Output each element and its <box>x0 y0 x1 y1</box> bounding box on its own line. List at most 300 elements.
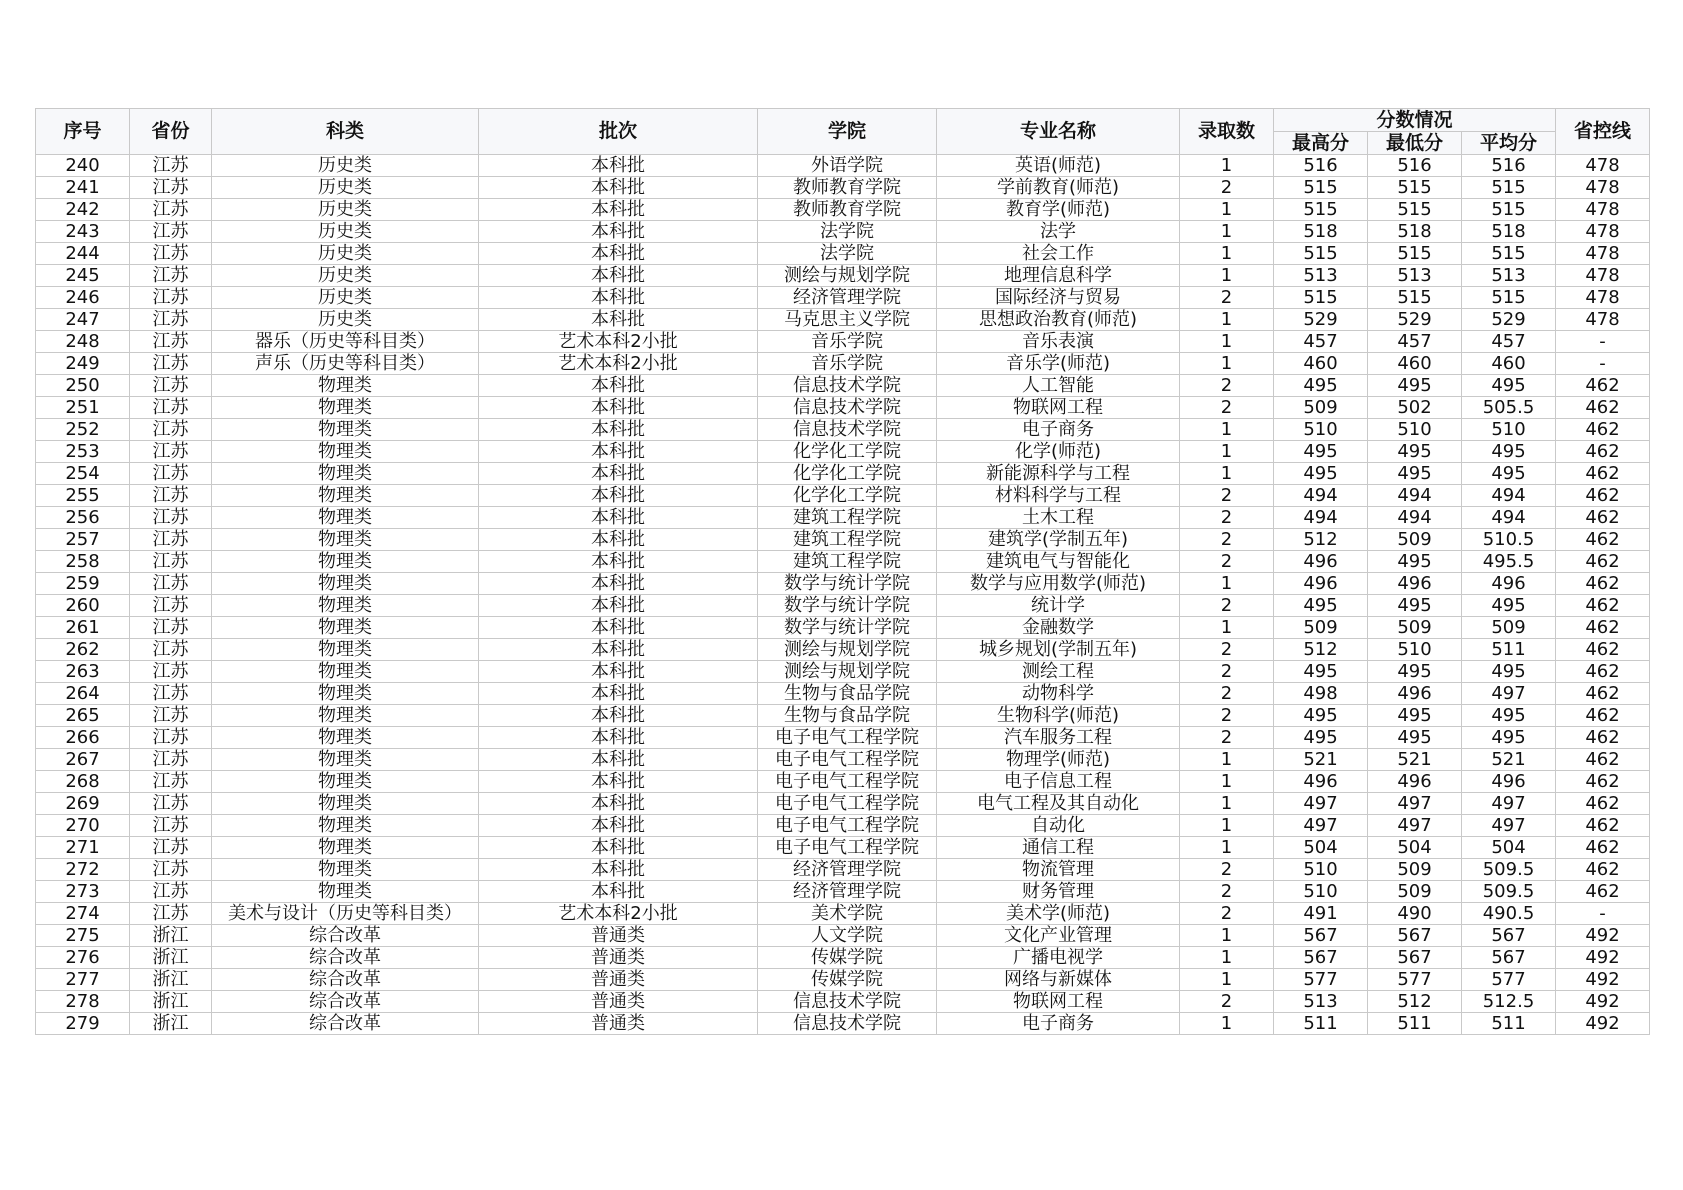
cell-seq: 246 <box>36 287 130 309</box>
cell-major: 美术学(师范) <box>937 903 1180 925</box>
cell-max: 529 <box>1274 309 1368 331</box>
cell-seq: 264 <box>36 683 130 705</box>
cell-province: 浙江 <box>130 969 212 991</box>
cell-seq: 270 <box>36 815 130 837</box>
cell-max: 577 <box>1274 969 1368 991</box>
cell-province: 江苏 <box>130 397 212 419</box>
cell-control-line: 478 <box>1556 177 1650 199</box>
cell-major: 法学 <box>937 221 1180 243</box>
header-min-score: 最低分 <box>1368 132 1462 155</box>
cell-batch: 艺术本科2小批 <box>479 353 758 375</box>
cell-college: 化学化工学院 <box>758 441 937 463</box>
cell-max: 496 <box>1274 551 1368 573</box>
cell-avg: 515 <box>1462 243 1556 265</box>
cell-province: 江苏 <box>130 815 212 837</box>
cell-category: 综合改革 <box>212 947 479 969</box>
table-row <box>36 727 1650 749</box>
table-header <box>36 109 1650 155</box>
header-control-line: 省控线 <box>1556 109 1650 155</box>
cell-admitted: 2 <box>1180 529 1274 551</box>
cell-category: 综合改革 <box>212 991 479 1013</box>
cell-batch: 普通类 <box>479 925 758 947</box>
cell-min: 509 <box>1368 881 1462 903</box>
cell-major: 国际经济与贸易 <box>937 287 1180 309</box>
cell-category: 物理类 <box>212 749 479 771</box>
cell-province: 江苏 <box>130 727 212 749</box>
cell-batch: 本科批 <box>479 177 758 199</box>
table-row <box>36 837 1650 859</box>
cell-seq: 267 <box>36 749 130 771</box>
cell-province: 江苏 <box>130 749 212 771</box>
cell-college: 生物与食品学院 <box>758 683 937 705</box>
cell-province: 江苏 <box>130 287 212 309</box>
cell-province: 江苏 <box>130 529 212 551</box>
cell-batch: 本科批 <box>479 771 758 793</box>
cell-control-line: 462 <box>1556 529 1650 551</box>
cell-college: 电子电气工程学院 <box>758 815 937 837</box>
cell-seq: 269 <box>36 793 130 815</box>
cell-category: 器乐（历史等科目类） <box>212 331 479 353</box>
cell-admitted: 1 <box>1180 837 1274 859</box>
cell-control-line: 492 <box>1556 947 1650 969</box>
cell-batch: 本科批 <box>479 529 758 551</box>
cell-major: 土木工程 <box>937 507 1180 529</box>
table-row <box>36 639 1650 661</box>
cell-min: 529 <box>1368 309 1462 331</box>
cell-batch: 本科批 <box>479 727 758 749</box>
cell-batch: 本科批 <box>479 221 758 243</box>
cell-admitted: 2 <box>1180 397 1274 419</box>
cell-max: 521 <box>1274 749 1368 771</box>
cell-max: 496 <box>1274 573 1368 595</box>
cell-batch: 普通类 <box>479 969 758 991</box>
cell-control-line: 462 <box>1556 705 1650 727</box>
table-row <box>36 331 1650 353</box>
cell-max: 510 <box>1274 881 1368 903</box>
cell-major: 电气工程及其自动化 <box>937 793 1180 815</box>
cell-province: 江苏 <box>130 353 212 375</box>
cell-major: 广播电视学 <box>937 947 1180 969</box>
cell-category: 物理类 <box>212 573 479 595</box>
cell-major: 电子商务 <box>937 1013 1180 1035</box>
cell-avg: 512.5 <box>1462 991 1556 1013</box>
cell-min: 512 <box>1368 991 1462 1013</box>
table-row <box>36 397 1650 419</box>
cell-control-line: 462 <box>1556 419 1650 441</box>
table-row <box>36 683 1650 705</box>
cell-province: 江苏 <box>130 639 212 661</box>
cell-max: 497 <box>1274 793 1368 815</box>
cell-college: 数学与统计学院 <box>758 617 937 639</box>
cell-batch: 本科批 <box>479 639 758 661</box>
cell-college: 建筑工程学院 <box>758 551 937 573</box>
table-row <box>36 969 1650 991</box>
cell-avg: 510 <box>1462 419 1556 441</box>
cell-control-line: 462 <box>1556 551 1650 573</box>
cell-seq: 266 <box>36 727 130 749</box>
cell-avg: 495.5 <box>1462 551 1556 573</box>
cell-seq: 272 <box>36 859 130 881</box>
cell-max: 515 <box>1274 243 1368 265</box>
cell-seq: 265 <box>36 705 130 727</box>
cell-batch: 本科批 <box>479 485 758 507</box>
cell-min: 495 <box>1368 595 1462 617</box>
cell-province: 江苏 <box>130 859 212 881</box>
cell-admitted: 1 <box>1180 419 1274 441</box>
cell-category: 物理类 <box>212 463 479 485</box>
cell-control-line: 462 <box>1556 617 1650 639</box>
cell-min: 457 <box>1368 331 1462 353</box>
cell-batch: 本科批 <box>479 199 758 221</box>
cell-province: 江苏 <box>130 375 212 397</box>
cell-min: 567 <box>1368 925 1462 947</box>
cell-admitted: 1 <box>1180 155 1274 177</box>
cell-batch: 本科批 <box>479 595 758 617</box>
cell-min: 494 <box>1368 507 1462 529</box>
cell-min: 495 <box>1368 727 1462 749</box>
header-batch: 批次 <box>479 109 758 155</box>
cell-province: 江苏 <box>130 463 212 485</box>
cell-batch: 本科批 <box>479 815 758 837</box>
cell-college: 传媒学院 <box>758 947 937 969</box>
table-row <box>36 199 1650 221</box>
table-row <box>36 705 1650 727</box>
cell-admitted: 2 <box>1180 639 1274 661</box>
table-row <box>36 243 1650 265</box>
cell-seq: 248 <box>36 331 130 353</box>
cell-batch: 普通类 <box>479 947 758 969</box>
cell-batch: 本科批 <box>479 793 758 815</box>
cell-college: 经济管理学院 <box>758 859 937 881</box>
cell-max: 518 <box>1274 221 1368 243</box>
cell-seq: 253 <box>36 441 130 463</box>
cell-min: 495 <box>1368 705 1462 727</box>
cell-max: 491 <box>1274 903 1368 925</box>
cell-major: 财务管理 <box>937 881 1180 903</box>
cell-province: 江苏 <box>130 243 212 265</box>
cell-province: 浙江 <box>130 947 212 969</box>
cell-min: 496 <box>1368 573 1462 595</box>
table-row <box>36 287 1650 309</box>
cell-max: 495 <box>1274 705 1368 727</box>
table-row <box>36 595 1650 617</box>
cell-major: 电子商务 <box>937 419 1180 441</box>
cell-control-line: 462 <box>1556 815 1650 837</box>
header-score-group: 分数情况 <box>1274 109 1556 132</box>
cell-seq: 241 <box>36 177 130 199</box>
cell-college: 测绘与规划学院 <box>758 661 937 683</box>
cell-province: 江苏 <box>130 177 212 199</box>
cell-category: 物理类 <box>212 617 479 639</box>
cell-min: 495 <box>1368 463 1462 485</box>
cell-min: 510 <box>1368 639 1462 661</box>
cell-college: 教师教育学院 <box>758 177 937 199</box>
cell-min: 497 <box>1368 815 1462 837</box>
cell-min: 494 <box>1368 485 1462 507</box>
cell-min: 509 <box>1368 859 1462 881</box>
cell-control-line: 492 <box>1556 991 1650 1013</box>
cell-admitted: 1 <box>1180 573 1274 595</box>
cell-control-line: 492 <box>1556 969 1650 991</box>
cell-batch: 本科批 <box>479 243 758 265</box>
cell-college: 法学院 <box>758 221 937 243</box>
cell-avg: 515 <box>1462 177 1556 199</box>
cell-college: 电子电气工程学院 <box>758 837 937 859</box>
table-row <box>36 771 1650 793</box>
cell-major: 文化产业管理 <box>937 925 1180 947</box>
cell-max: 515 <box>1274 177 1368 199</box>
cell-category: 历史类 <box>212 221 479 243</box>
table-row <box>36 903 1650 925</box>
cell-control-line: 462 <box>1556 859 1650 881</box>
cell-college: 建筑工程学院 <box>758 507 937 529</box>
cell-avg: 495 <box>1462 441 1556 463</box>
cell-admitted: 1 <box>1180 309 1274 331</box>
cell-college: 信息技术学院 <box>758 375 937 397</box>
cell-avg: 509.5 <box>1462 881 1556 903</box>
cell-seq: 268 <box>36 771 130 793</box>
cell-min: 496 <box>1368 771 1462 793</box>
cell-major: 物联网工程 <box>937 397 1180 419</box>
cell-batch: 普通类 <box>479 1013 758 1035</box>
cell-control-line: 492 <box>1556 1013 1650 1035</box>
cell-control-line: 478 <box>1556 243 1650 265</box>
cell-control-line: 478 <box>1556 199 1650 221</box>
table-row <box>36 573 1650 595</box>
cell-max: 495 <box>1274 375 1368 397</box>
cell-control-line: 478 <box>1556 309 1650 331</box>
cell-max: 511 <box>1274 1013 1368 1035</box>
cell-category: 物理类 <box>212 375 479 397</box>
cell-avg: 490.5 <box>1462 903 1556 925</box>
cell-min: 509 <box>1368 617 1462 639</box>
table-row <box>36 661 1650 683</box>
cell-control-line: 462 <box>1556 441 1650 463</box>
cell-admitted: 1 <box>1180 265 1274 287</box>
cell-control-line: 462 <box>1556 639 1650 661</box>
table-row <box>36 507 1650 529</box>
cell-max: 495 <box>1274 595 1368 617</box>
cell-control-line: 462 <box>1556 463 1650 485</box>
cell-avg: 577 <box>1462 969 1556 991</box>
cell-batch: 本科批 <box>479 661 758 683</box>
cell-avg: 529 <box>1462 309 1556 331</box>
cell-admitted: 1 <box>1180 793 1274 815</box>
cell-college: 人文学院 <box>758 925 937 947</box>
cell-avg: 510.5 <box>1462 529 1556 551</box>
cell-major: 物理学(师范) <box>937 749 1180 771</box>
cell-seq: 271 <box>36 837 130 859</box>
cell-admitted: 1 <box>1180 243 1274 265</box>
cell-batch: 艺术本科2小批 <box>479 331 758 353</box>
cell-min: 510 <box>1368 419 1462 441</box>
cell-min: 495 <box>1368 661 1462 683</box>
cell-category: 物理类 <box>212 705 479 727</box>
cell-seq: 277 <box>36 969 130 991</box>
header-college: 学院 <box>758 109 937 155</box>
cell-max: 497 <box>1274 815 1368 837</box>
cell-avg: 505.5 <box>1462 397 1556 419</box>
cell-major: 生物科学(师范) <box>937 705 1180 727</box>
cell-control-line: 492 <box>1556 925 1650 947</box>
cell-province: 江苏 <box>130 837 212 859</box>
cell-seq: 240 <box>36 155 130 177</box>
cell-admitted: 2 <box>1180 551 1274 573</box>
cell-province: 江苏 <box>130 419 212 441</box>
cell-avg: 495 <box>1462 705 1556 727</box>
cell-min: 515 <box>1368 287 1462 309</box>
cell-max: 512 <box>1274 529 1368 551</box>
cell-college: 生物与食品学院 <box>758 705 937 727</box>
cell-major: 音乐学(师范) <box>937 353 1180 375</box>
cell-batch: 本科批 <box>479 573 758 595</box>
cell-avg: 513 <box>1462 265 1556 287</box>
table-row <box>36 749 1650 771</box>
cell-major: 思想政治教育(师范) <box>937 309 1180 331</box>
cell-min: 567 <box>1368 947 1462 969</box>
cell-min: 577 <box>1368 969 1462 991</box>
cell-major: 地理信息科学 <box>937 265 1180 287</box>
cell-avg: 511 <box>1462 639 1556 661</box>
cell-max: 516 <box>1274 155 1368 177</box>
cell-seq: 257 <box>36 529 130 551</box>
cell-province: 江苏 <box>130 265 212 287</box>
cell-major: 物流管理 <box>937 859 1180 881</box>
cell-seq: 252 <box>36 419 130 441</box>
cell-admitted: 2 <box>1180 595 1274 617</box>
cell-admitted: 1 <box>1180 815 1274 837</box>
cell-admitted: 1 <box>1180 1013 1274 1035</box>
cell-admitted: 2 <box>1180 485 1274 507</box>
cell-college: 电子电气工程学院 <box>758 749 937 771</box>
cell-seq: 263 <box>36 661 130 683</box>
table-row <box>36 529 1650 551</box>
cell-province: 江苏 <box>130 199 212 221</box>
cell-admitted: 1 <box>1180 969 1274 991</box>
cell-max: 495 <box>1274 661 1368 683</box>
cell-max: 509 <box>1274 397 1368 419</box>
cell-max: 510 <box>1274 419 1368 441</box>
cell-major: 材料科学与工程 <box>937 485 1180 507</box>
cell-major: 汽车服务工程 <box>937 727 1180 749</box>
table-row <box>36 947 1650 969</box>
cell-category: 物理类 <box>212 639 479 661</box>
cell-college: 信息技术学院 <box>758 991 937 1013</box>
table-row <box>36 793 1650 815</box>
cell-category: 历史类 <box>212 243 479 265</box>
cell-major: 电子信息工程 <box>937 771 1180 793</box>
cell-avg: 494 <box>1462 485 1556 507</box>
cell-admitted: 2 <box>1180 727 1274 749</box>
table-row <box>36 375 1650 397</box>
cell-province: 浙江 <box>130 925 212 947</box>
cell-batch: 本科批 <box>479 265 758 287</box>
table-row <box>36 485 1650 507</box>
cell-max: 510 <box>1274 859 1368 881</box>
cell-category: 历史类 <box>212 155 479 177</box>
cell-max: 515 <box>1274 199 1368 221</box>
cell-control-line: - <box>1556 903 1650 925</box>
cell-max: 509 <box>1274 617 1368 639</box>
cell-province: 浙江 <box>130 1013 212 1035</box>
cell-batch: 本科批 <box>479 155 758 177</box>
cell-batch: 本科批 <box>479 309 758 331</box>
cell-province: 江苏 <box>130 705 212 727</box>
cell-avg: 495 <box>1462 463 1556 485</box>
header-province: 省份 <box>130 109 212 155</box>
cell-seq: 249 <box>36 353 130 375</box>
cell-province: 江苏 <box>130 485 212 507</box>
table-row <box>36 991 1650 1013</box>
cell-major: 新能源科学与工程 <box>937 463 1180 485</box>
cell-college: 经济管理学院 <box>758 287 937 309</box>
cell-avg: 515 <box>1462 199 1556 221</box>
cell-major: 通信工程 <box>937 837 1180 859</box>
cell-max: 513 <box>1274 991 1368 1013</box>
table-row <box>36 617 1650 639</box>
cell-avg: 497 <box>1462 793 1556 815</box>
cell-seq: 256 <box>36 507 130 529</box>
cell-major: 化学(师范) <box>937 441 1180 463</box>
cell-avg: 497 <box>1462 815 1556 837</box>
cell-category: 物理类 <box>212 815 479 837</box>
cell-control-line: 462 <box>1556 661 1650 683</box>
cell-seq: 261 <box>36 617 130 639</box>
cell-major: 网络与新媒体 <box>937 969 1180 991</box>
cell-batch: 本科批 <box>479 441 758 463</box>
cell-control-line: 462 <box>1556 507 1650 529</box>
cell-major: 物联网工程 <box>937 991 1180 1013</box>
cell-category: 历史类 <box>212 309 479 331</box>
cell-min: 516 <box>1368 155 1462 177</box>
cell-min: 460 <box>1368 353 1462 375</box>
cell-admitted: 2 <box>1180 375 1274 397</box>
cell-batch: 本科批 <box>479 551 758 573</box>
cell-batch: 普通类 <box>479 991 758 1013</box>
cell-college: 建筑工程学院 <box>758 529 937 551</box>
cell-admitted: 2 <box>1180 683 1274 705</box>
cell-admitted: 1 <box>1180 331 1274 353</box>
cell-college: 马克思主义学院 <box>758 309 937 331</box>
cell-max: 513 <box>1274 265 1368 287</box>
cell-seq: 250 <box>36 375 130 397</box>
cell-category: 物理类 <box>212 529 479 551</box>
header-avg-score: 平均分 <box>1462 132 1556 155</box>
cell-college: 音乐学院 <box>758 353 937 375</box>
cell-min: 521 <box>1368 749 1462 771</box>
cell-major: 建筑学(学制五年) <box>937 529 1180 551</box>
cell-control-line: 462 <box>1556 485 1650 507</box>
cell-min: 495 <box>1368 551 1462 573</box>
cell-college: 音乐学院 <box>758 331 937 353</box>
cell-batch: 本科批 <box>479 705 758 727</box>
cell-admitted: 2 <box>1180 903 1274 925</box>
cell-major: 社会工作 <box>937 243 1180 265</box>
cell-admitted: 1 <box>1180 749 1274 771</box>
header-seq: 序号 <box>36 109 130 155</box>
cell-avg: 509.5 <box>1462 859 1556 881</box>
cell-province: 江苏 <box>130 903 212 925</box>
cell-batch: 本科批 <box>479 617 758 639</box>
cell-control-line: 462 <box>1556 881 1650 903</box>
cell-province: 江苏 <box>130 573 212 595</box>
cell-max: 494 <box>1274 507 1368 529</box>
cell-major: 英语(师范) <box>937 155 1180 177</box>
cell-major: 测绘工程 <box>937 661 1180 683</box>
table-row <box>36 155 1650 177</box>
cell-category: 物理类 <box>212 793 479 815</box>
table-row <box>36 265 1650 287</box>
